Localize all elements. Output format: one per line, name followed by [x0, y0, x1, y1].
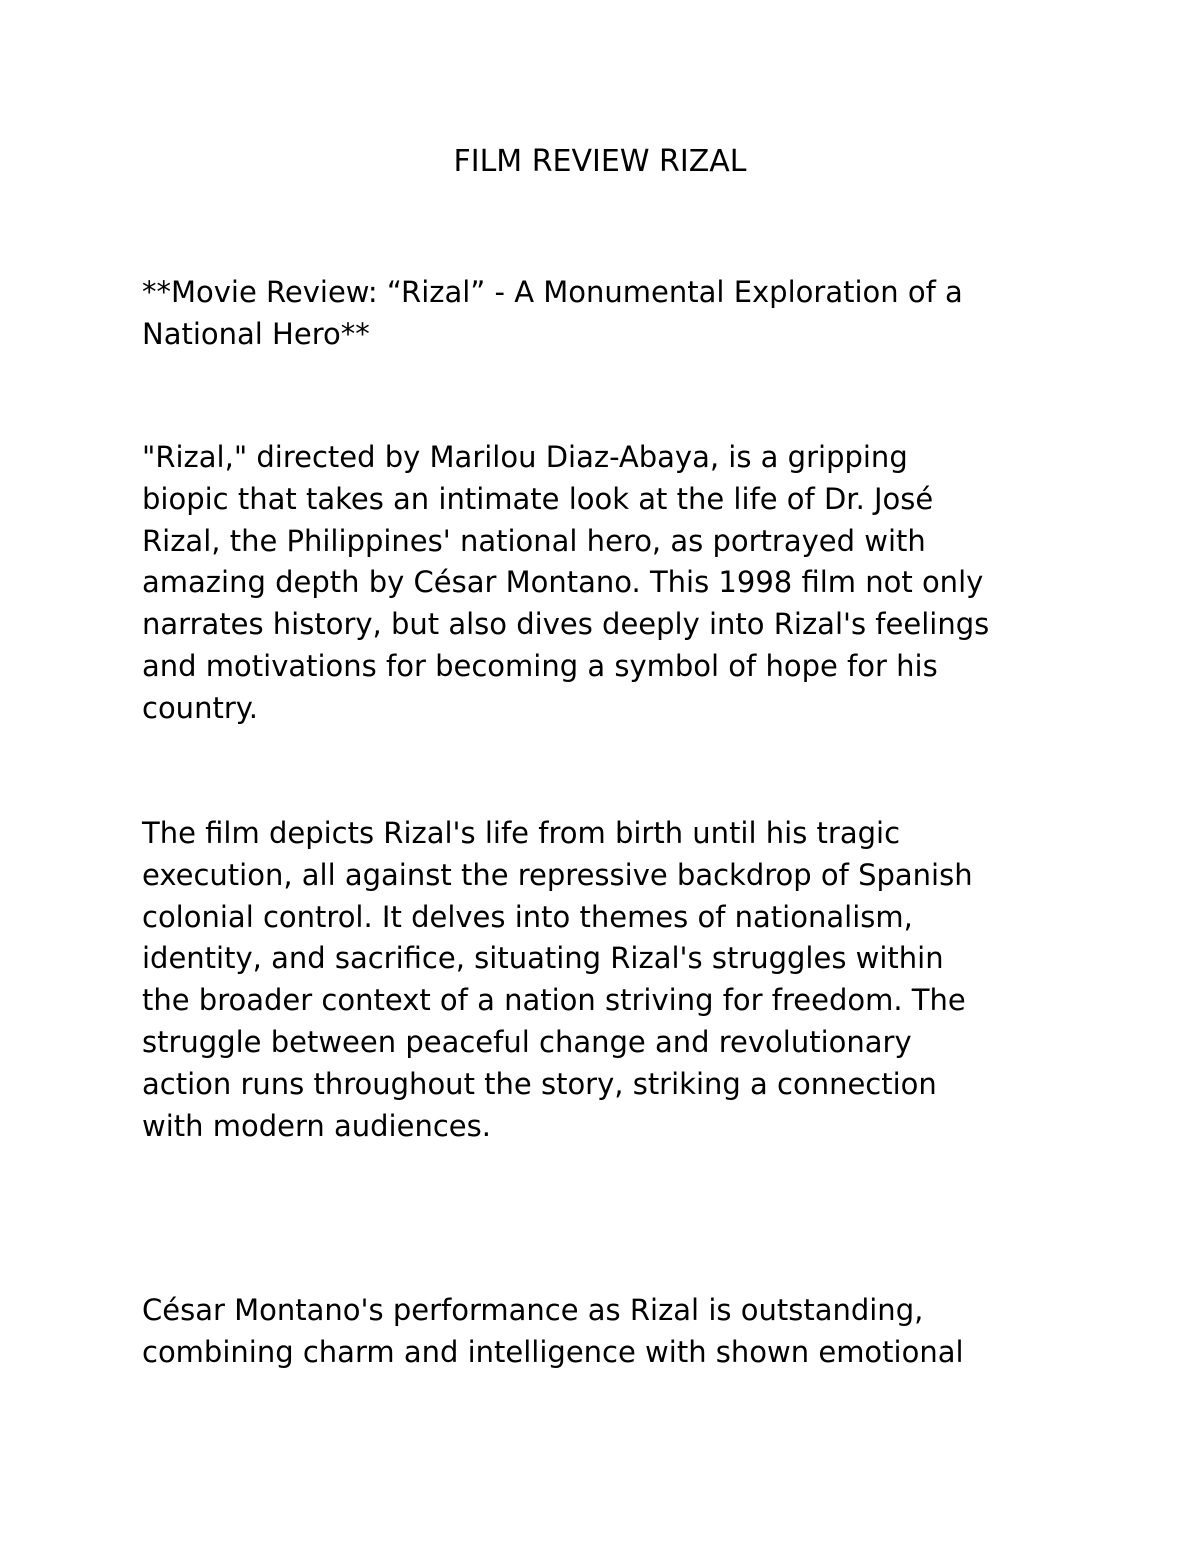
paragraph-line: action runs throughout the story, striking a connection — [142, 1066, 937, 1101]
paragraph-performance — [142, 1290, 964, 1374]
paragraph-line: César Montano's performance as Rizal is outstanding, — [142, 1293, 924, 1327]
paragraph-line: the broader context of a nation striving for freedom. The — [142, 983, 966, 1018]
paragraph-themes — [142, 813, 973, 1147]
subtitle-line: **Movie Review: “Rizal” - A Monumental Exploration of a — [142, 275, 963, 309]
paragraph-line: country. — [142, 690, 258, 725]
paragraph-line: combining charm and intelligence with shown emotional — [142, 1334, 964, 1369]
paragraph-line: "Rizal," directed by Marilou Diaz-Abaya, is a gripping — [142, 440, 908, 474]
review-subtitle — [142, 272, 963, 356]
paragraph-line: and motivations for becoming a symbol of hope for his — [142, 648, 938, 683]
paragraph-line: biopic that takes an intimate look at the life of Dr. José — [142, 481, 934, 516]
document-title: FILM REVIEW RIZAL — [453, 144, 747, 179]
paragraph-line: amazing depth by César Montano. This 1998 film not only — [142, 565, 984, 600]
paragraph-line: narrates history, but also dives deeply into Rizal's feelings — [142, 607, 990, 642]
paragraph-line: struggle between peaceful change and revolutionary — [142, 1024, 912, 1059]
paragraph-line: Rizal, the Philippines' national hero, as portrayed with — [142, 523, 926, 558]
paragraph-line: identity, and sacrifice, situating Rizal's struggles within — [142, 941, 944, 976]
paragraph-line: The film depicts Rizal's life from birth until his tragic — [142, 816, 901, 850]
paragraph-line: execution, all against the repressive backdrop of Spanish — [142, 857, 973, 892]
subtitle-line: National Hero** — [142, 316, 370, 351]
paragraph-line: colonial control. It delves into themes of nationalism, — [142, 899, 913, 934]
paragraph-intro — [142, 437, 989, 730]
paragraph-line: with modern audiences. — [142, 1108, 491, 1143]
